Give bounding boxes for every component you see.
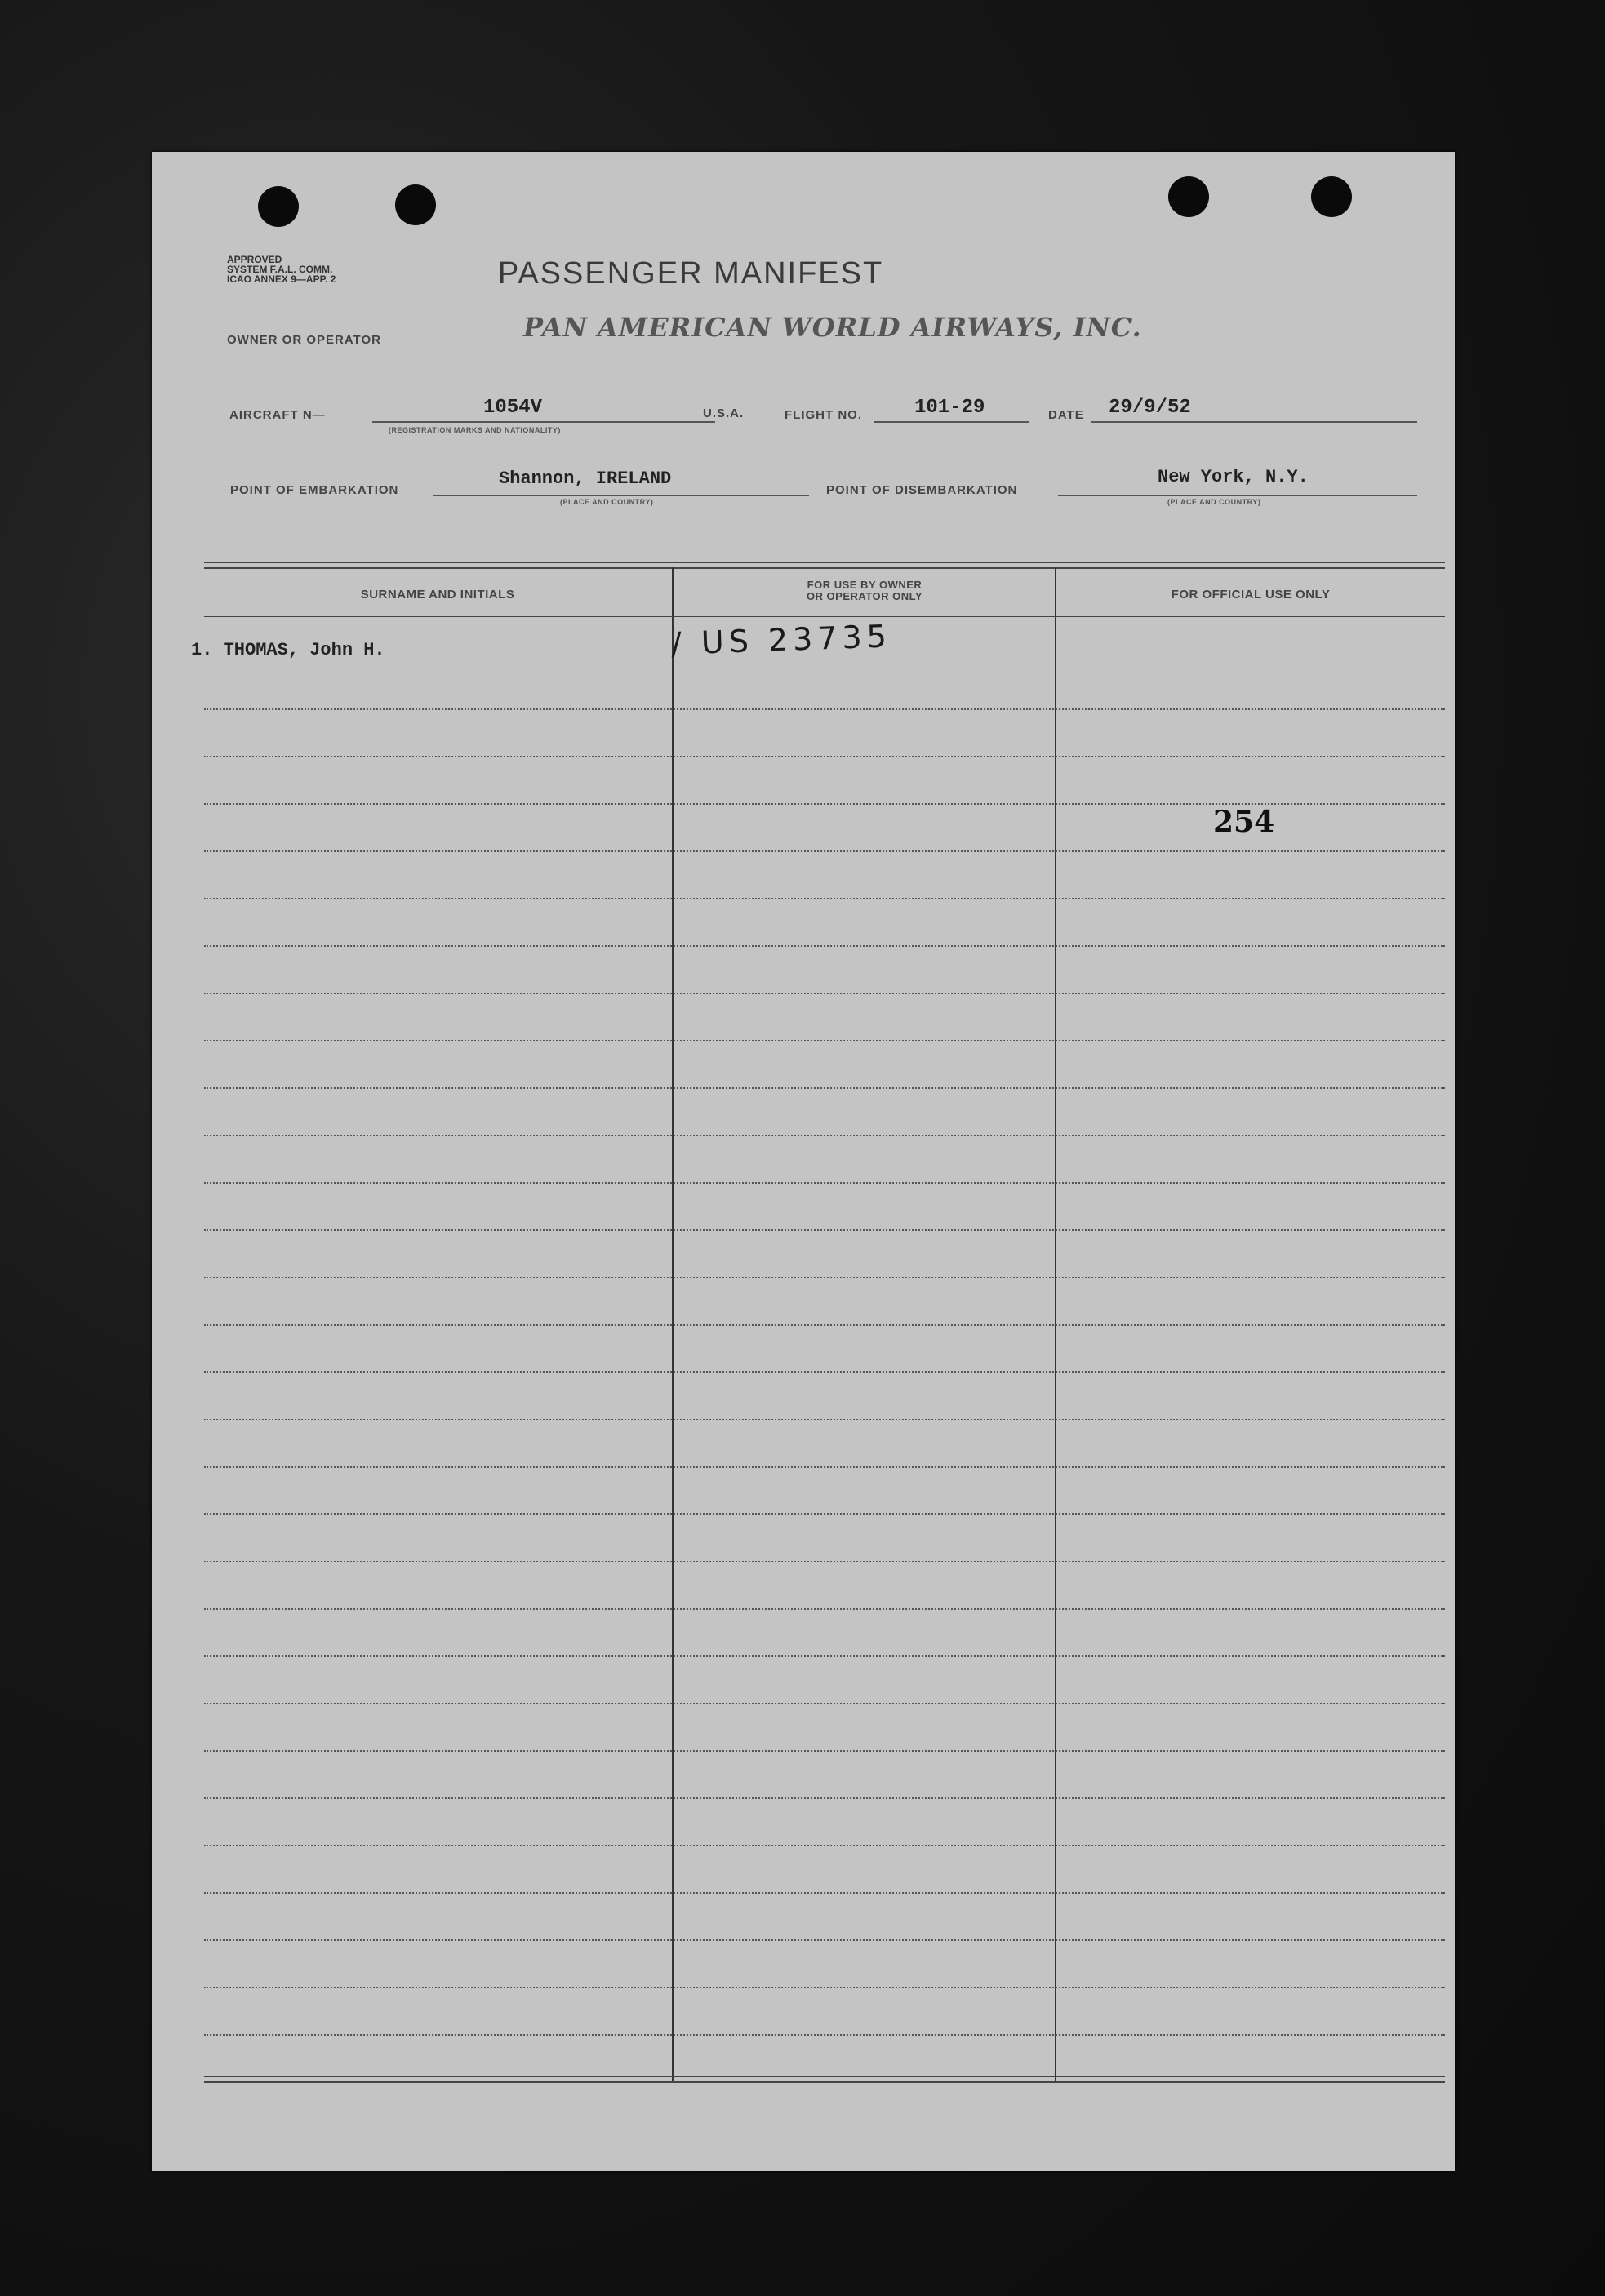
row-separator — [204, 1608, 1445, 1610]
approval-line: ICAO ANNEX 9—APP. 2 — [227, 273, 336, 285]
row-separator — [204, 1466, 1445, 1468]
row-separator — [204, 1040, 1445, 1041]
punch-hole — [1311, 176, 1352, 217]
aircraft-underline — [372, 421, 715, 423]
row-separator — [204, 1939, 1445, 1941]
header-bottom-rule — [204, 616, 1445, 617]
punch-hole — [258, 186, 299, 227]
row-separator — [204, 1703, 1445, 1704]
passenger-name: 1. THOMAS, John H. — [191, 640, 385, 660]
row-separator — [204, 708, 1445, 710]
row-separator — [204, 1513, 1445, 1515]
embarkation-underline — [433, 495, 809, 496]
row-separator — [204, 1845, 1445, 1846]
row-separator — [204, 1277, 1445, 1278]
row-separator — [204, 2034, 1445, 2036]
row-separator — [204, 1182, 1445, 1184]
column-header-official-use: FOR OFFICIAL USE ONLY — [1171, 588, 1331, 602]
row-separator — [204, 756, 1445, 757]
row-separator — [204, 1229, 1445, 1231]
official-number-stamp: 254 — [1213, 805, 1275, 839]
date-label: DATE — [1048, 408, 1084, 422]
disembarkation-underline — [1058, 495, 1417, 496]
embarkation-value: Shannon, IRELAND — [499, 469, 672, 489]
row-separator — [204, 850, 1445, 852]
owner-note-handwriting: / US 23735 — [670, 618, 892, 662]
punch-hole — [395, 184, 436, 225]
owner-use-line: FOR USE BY OWNER — [807, 579, 923, 591]
row-separator — [204, 993, 1445, 994]
owner-label: OWNER OR OPERATOR — [227, 333, 381, 347]
flight-label: FLIGHT NO. — [785, 408, 862, 422]
table-row — [191, 640, 385, 660]
table-bottom-rule — [204, 2081, 1445, 2083]
column-header-surname: SURNAME AND INITIALS — [360, 588, 515, 602]
row-separator — [204, 1135, 1445, 1136]
row-separator — [204, 1987, 1445, 1988]
embarkation-sublabel: (PLACE AND COUNTRY) — [560, 498, 654, 506]
row-separator — [204, 1892, 1445, 1894]
approval-note — [227, 255, 390, 284]
table-top-rule — [204, 567, 1445, 569]
disembarkation-label: POINT OF DISEMBARKATION — [826, 483, 1018, 497]
approval-line: APPROVED — [227, 254, 282, 265]
column-header-owner-use — [674, 580, 1055, 602]
approval-line: SYSTEM F.A.L. COMM. — [227, 264, 333, 275]
date-underline — [1091, 421, 1417, 423]
date-value: 29/9/52 — [1109, 397, 1191, 419]
row-separator — [204, 1087, 1445, 1089]
owner-use-line: OR OPERATOR ONLY — [806, 590, 923, 602]
owner-value: PAN AMERICAN WORLD AIRWAYS, INC. — [523, 312, 1142, 343]
row-separator — [204, 1797, 1445, 1799]
row-separator — [204, 1561, 1445, 1562]
flight-underline — [874, 421, 1029, 423]
row-separator — [204, 945, 1445, 947]
row-separator — [204, 898, 1445, 899]
flight-value: 101-29 — [914, 397, 985, 419]
aircraft-value: 1054V — [483, 397, 543, 419]
punch-hole — [1168, 176, 1209, 217]
row-separator — [204, 1324, 1445, 1326]
aircraft-label: AIRCRAFT N— — [229, 408, 326, 422]
embarkation-label: POINT OF EMBARKATION — [230, 483, 399, 497]
disembarkation-value: New York, N.Y. — [1158, 467, 1309, 487]
disembarkation-sublabel: (PLACE AND COUNTRY) — [1167, 498, 1261, 506]
row-separator — [204, 1371, 1445, 1373]
page-title: PASSENGER MANIFEST — [497, 256, 884, 291]
row-separator — [204, 1750, 1445, 1752]
aircraft-sublabel: (REGISTRATION MARKS AND NATIONALITY) — [389, 426, 561, 434]
table-bottom-rule — [204, 2076, 1445, 2077]
row-separator — [204, 1655, 1445, 1657]
usa-label: U.S.A. — [703, 406, 745, 420]
row-separator — [204, 1419, 1445, 1420]
manifest-sheet — [152, 152, 1455, 2171]
table-top-rule — [204, 562, 1445, 563]
